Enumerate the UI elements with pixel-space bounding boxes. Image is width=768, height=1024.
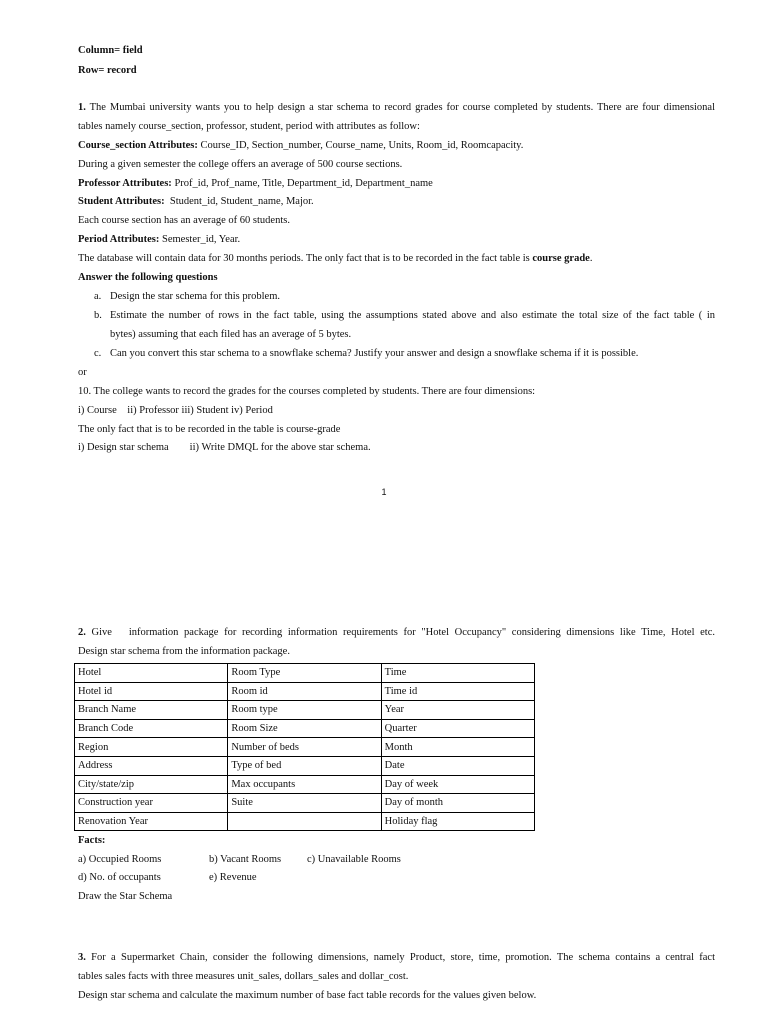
- table-cell: [228, 812, 381, 831]
- table-cell: Holiday flag: [381, 812, 534, 831]
- q1-line2: tables namely course_section, professor, student, period with attributes as follow:: [78, 121, 420, 132]
- q1-item-b-line1: Estimate the number of rows in the fact table, using the assumptions stated above and also estimate the total size of the fact table ( in: [110, 310, 715, 321]
- table-cell: Hotel id: [75, 682, 228, 701]
- fact-a: a) Occupied Rooms: [78, 854, 162, 865]
- fact-d: d) No. of occupants: [78, 872, 161, 883]
- q1-student-attributes: Student Attributes: Student_id, Student_name, Major.: [78, 196, 314, 207]
- page-number: 1: [381, 487, 387, 497]
- q2-line1: 2. Give information package for recording information requirements for "Hotel Occupancy" considering dimensions like Time, Hotel etc.: [78, 627, 715, 638]
- table-cell: Branch Code: [75, 719, 228, 738]
- q1-alt-tasks: i) Design star schema ii) Write DMQL for the above star schema.: [78, 442, 371, 453]
- table-cell: Room type: [228, 701, 381, 720]
- q2-line2: Design star schema from the information package.: [78, 646, 290, 657]
- q1-item-b-line2: bytes) assuming that each filed has an average of 5 bytes.: [110, 329, 352, 340]
- q1-students-note: Each course section has an average of 60 students.: [78, 215, 290, 226]
- table-row: [75, 701, 535, 720]
- q2-draw-instruction: Draw the Star Schema: [78, 891, 173, 902]
- fact-e: e) Revenue: [209, 872, 257, 883]
- table-row: [75, 664, 535, 683]
- table-cell: Room Type: [228, 664, 381, 683]
- q1-period-attributes: Period Attributes: Semester_id, Year.: [78, 234, 241, 245]
- q1-or: or: [78, 367, 87, 378]
- q3-line1: 3. For a Supermarket Chain, consider the following dimensions, namely Product, store, time, promotion. The schema contains a central fact: [78, 952, 716, 963]
- table-cell: Day of month: [381, 794, 534, 813]
- q1-line1: 1. The Mumbai university wants you to help design a star schema to record grades for course completed by students. There are four dimensional: [78, 102, 715, 113]
- table-cell: Room Size: [228, 719, 381, 738]
- table-cell: Hotel: [75, 664, 228, 683]
- q1-course-sections-note: During a given semester the college offers an average of 500 course sections.: [78, 159, 403, 170]
- q1-course-attributes: Course_section Attributes: Course_ID, Section_number, Course_name, Units, Room_id, Roomcapacity.: [78, 140, 524, 151]
- table-cell: City/state/zip: [75, 775, 228, 794]
- table-cell: Date: [381, 756, 534, 775]
- column-definition: Column= field: [78, 45, 143, 56]
- table-cell: Renovation Year: [75, 812, 228, 831]
- q1-alt-dimensions: i) Course ii) Professor iii) Student iv) Period: [78, 405, 273, 416]
- table-cell: Room id: [228, 682, 381, 701]
- table-cell: Number of beds: [228, 738, 381, 757]
- q2-facts-label: Facts:: [78, 835, 106, 846]
- q1-answer-heading: Answer the following questions: [78, 272, 218, 283]
- table-cell: Branch Name: [75, 701, 228, 720]
- table-cell: Region: [75, 738, 228, 757]
- table-cell: Month: [381, 738, 534, 757]
- table-cell: Day of week: [381, 775, 534, 794]
- table-row: [75, 794, 535, 813]
- table-cell: Suite: [228, 794, 381, 813]
- q1-item-a: Design the star schema for this problem.: [110, 291, 280, 302]
- q1-item-c: Can you convert this star schema to a snowflake schema? Justify your answer and design a snowflake schema if it is possible.: [110, 348, 639, 359]
- q3-line2: tables sales facts with three measures unit_sales, dollars_sales and dollar_cost.: [78, 971, 409, 982]
- table-cell: Quarter: [381, 719, 534, 738]
- table-cell: Max occupants: [228, 775, 381, 794]
- table-row: [75, 738, 535, 757]
- table-row: [75, 682, 535, 701]
- q1-item-c-marker: c.: [94, 348, 102, 359]
- table-row: [75, 756, 535, 775]
- table-cell: Time: [381, 664, 534, 683]
- information-package-table: [74, 663, 535, 831]
- row-definition: Row= record: [78, 65, 137, 76]
- table-row: [75, 775, 535, 794]
- q1-item-b-marker: b.: [94, 310, 102, 321]
- q1-alt-fact: The only fact that is to be recorded in the table is course-grade: [78, 424, 341, 435]
- q1-database-note: The database will contain data for 30 months periods. The only fact that is to be recorded in the fact table is course grade.: [78, 253, 593, 264]
- fact-c: c) Unavailable Rooms: [307, 854, 401, 865]
- table-row: [75, 812, 535, 831]
- table-row: [75, 719, 535, 738]
- q1-item-a-marker: a.: [94, 291, 102, 302]
- q1-professor-attributes: Professor Attributes: Prof_id, Prof_name, Title, Department_id, Department_name: [78, 178, 433, 189]
- table-cell: Construction year: [75, 794, 228, 813]
- q1-alt-question: 10. The college wants to record the grades for the courses completed by students. There are four dimensions:: [78, 386, 536, 397]
- q3-line3: Design star schema and calculate the maximum number of base fact table records for the values given below.: [78, 990, 537, 1001]
- table-cell: Time id: [381, 682, 534, 701]
- table-cell: Address: [75, 756, 228, 775]
- table-cell: Year: [381, 701, 534, 720]
- fact-b: b) Vacant Rooms: [209, 854, 282, 865]
- table-cell: Type of bed: [228, 756, 381, 775]
